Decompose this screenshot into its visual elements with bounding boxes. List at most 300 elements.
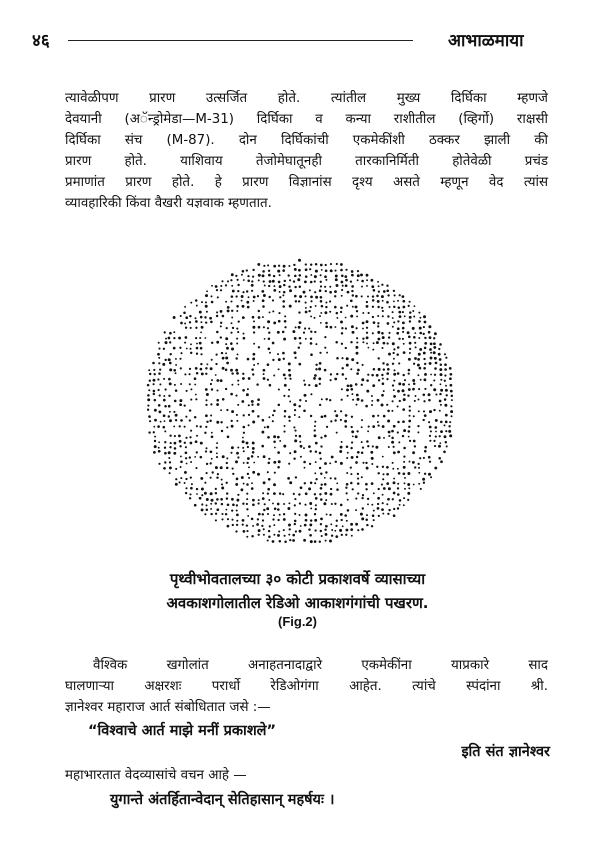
galaxy-dot bbox=[225, 357, 228, 360]
paragraph-line: व्यावहारिकी किंवा वैखरी यज्ञवाक म्हणतात. bbox=[65, 196, 272, 211]
galaxy-dot bbox=[352, 399, 354, 401]
galaxy-dot bbox=[350, 467, 352, 469]
galaxy-dot bbox=[419, 332, 422, 335]
galaxy-dot bbox=[341, 281, 344, 284]
galaxy-dot bbox=[403, 351, 406, 354]
galaxy-dot bbox=[294, 450, 297, 453]
galaxy-dot bbox=[315, 461, 317, 463]
galaxy-dot bbox=[376, 466, 378, 468]
galaxy-dot bbox=[288, 524, 291, 527]
galaxy-dot bbox=[439, 368, 442, 371]
galaxy-dot bbox=[429, 336, 432, 339]
galaxy-dot bbox=[216, 456, 218, 458]
galaxy-dot bbox=[310, 342, 313, 345]
galaxy-dot bbox=[319, 315, 321, 317]
galaxy-dot bbox=[393, 389, 395, 391]
galaxy-dot bbox=[350, 299, 353, 302]
galaxy-dot bbox=[222, 398, 225, 401]
galaxy-dot bbox=[225, 513, 227, 515]
galaxy-dot bbox=[378, 290, 380, 292]
galaxy-dot bbox=[293, 264, 295, 266]
galaxy-dot bbox=[298, 405, 300, 407]
galaxy-dot bbox=[196, 425, 198, 427]
galaxy-dot bbox=[382, 315, 384, 317]
galaxy-dot bbox=[430, 384, 432, 386]
galaxy-dot bbox=[330, 373, 332, 375]
galaxy-dot bbox=[424, 363, 426, 365]
galaxy-dot bbox=[300, 525, 302, 527]
galaxy-dot bbox=[231, 420, 233, 422]
galaxy-dot bbox=[252, 276, 254, 278]
galaxy-dot bbox=[210, 513, 212, 515]
galaxy-dot bbox=[334, 410, 336, 412]
galaxy-dot bbox=[320, 472, 322, 474]
galaxy-dot bbox=[153, 451, 156, 454]
galaxy-dot bbox=[242, 503, 244, 505]
galaxy-dot bbox=[310, 337, 312, 339]
galaxy-dot bbox=[227, 503, 230, 506]
galaxy-dot bbox=[303, 461, 306, 464]
galaxy-dot bbox=[243, 483, 245, 485]
galaxy-dot bbox=[148, 415, 151, 418]
galaxy-dot bbox=[217, 473, 219, 475]
galaxy-dot bbox=[279, 440, 281, 442]
galaxy-dot bbox=[372, 384, 375, 387]
galaxy-dot bbox=[283, 395, 285, 397]
galaxy-dot bbox=[211, 499, 214, 502]
galaxy-dot bbox=[242, 373, 244, 375]
galaxy-dot bbox=[168, 457, 170, 459]
galaxy-dot bbox=[284, 384, 287, 387]
galaxy-dot bbox=[440, 383, 442, 385]
galaxy-dot bbox=[268, 274, 271, 277]
galaxy-dot bbox=[392, 400, 394, 402]
galaxy-dot bbox=[299, 502, 301, 504]
galaxy-dot bbox=[339, 529, 342, 532]
galaxy-dot bbox=[321, 305, 324, 308]
galaxy-dot bbox=[185, 316, 188, 319]
galaxy-dot bbox=[403, 306, 406, 309]
galaxy-dot bbox=[247, 306, 250, 309]
galaxy-dot bbox=[315, 270, 318, 273]
galaxy-dot bbox=[195, 467, 197, 469]
galaxy-dot bbox=[237, 447, 239, 449]
galaxy-dot bbox=[304, 281, 307, 284]
galaxy-dot bbox=[398, 338, 400, 340]
galaxy-dot bbox=[347, 452, 349, 454]
galaxy-dot bbox=[321, 415, 324, 418]
galaxy-dot bbox=[445, 441, 447, 443]
galaxy-dot bbox=[199, 311, 202, 314]
galaxy-dot bbox=[237, 290, 239, 292]
galaxy-dot bbox=[372, 299, 375, 302]
galaxy-dot bbox=[372, 514, 375, 517]
galaxy-dot bbox=[227, 436, 230, 439]
galaxy-dot bbox=[247, 446, 249, 448]
galaxy-dot bbox=[382, 456, 384, 458]
galaxy-dot bbox=[429, 426, 432, 429]
galaxy-dot bbox=[430, 352, 432, 354]
galaxy-dot bbox=[303, 291, 306, 294]
galaxy-dot bbox=[288, 374, 291, 377]
galaxy-dot bbox=[289, 401, 291, 403]
galaxy-dot bbox=[230, 279, 232, 281]
galaxy-dot bbox=[334, 326, 336, 328]
galaxy-dot bbox=[424, 337, 426, 339]
galaxy-dot bbox=[324, 286, 326, 288]
galaxy-dot bbox=[278, 320, 281, 323]
galaxy-dot bbox=[308, 445, 311, 448]
galaxy-dot bbox=[304, 467, 306, 469]
galaxy-dot bbox=[378, 379, 380, 381]
galaxy-dot bbox=[373, 510, 375, 512]
galaxy-dot bbox=[445, 414, 448, 417]
galaxy-dot bbox=[381, 484, 383, 486]
galaxy-dot bbox=[163, 378, 165, 380]
galaxy-dot bbox=[200, 368, 203, 371]
galaxy-dot bbox=[387, 420, 390, 423]
galaxy-dot bbox=[314, 280, 316, 282]
galaxy-dot bbox=[378, 488, 380, 490]
galaxy-dot bbox=[420, 488, 422, 490]
galaxy-dot bbox=[153, 426, 155, 428]
galaxy-dot bbox=[413, 383, 416, 386]
galaxy-dot bbox=[309, 450, 311, 452]
galaxy-dot bbox=[341, 357, 343, 359]
galaxy-dot bbox=[284, 535, 286, 537]
galaxy-dot bbox=[263, 377, 266, 380]
galaxy-dot bbox=[169, 368, 172, 371]
galaxy-dot bbox=[428, 456, 431, 459]
galaxy-dot bbox=[196, 343, 198, 345]
galaxy-dot bbox=[288, 286, 290, 288]
galaxy-dot bbox=[252, 421, 255, 424]
galaxy-dot bbox=[444, 380, 446, 382]
galaxy-dot bbox=[278, 368, 280, 370]
galaxy-dot bbox=[157, 353, 160, 356]
galaxy-dot bbox=[300, 456, 302, 458]
galaxy-dot bbox=[319, 541, 321, 543]
galaxy-dot bbox=[357, 478, 359, 480]
galaxy-dot bbox=[346, 483, 349, 486]
galaxy-dot bbox=[298, 416, 300, 418]
galaxy-dot bbox=[346, 492, 348, 494]
paragraph-line: दिर्घिका संच (M-87). दोन दिर्घिकांची एकमेकींशी ठक्कर झाली की bbox=[65, 133, 548, 148]
galaxy-dot bbox=[439, 393, 441, 395]
galaxy-dot bbox=[216, 452, 218, 454]
galaxy-dot bbox=[190, 352, 192, 354]
galaxy-dot bbox=[211, 359, 213, 361]
galaxy-dot bbox=[284, 425, 286, 427]
galaxy-dot bbox=[227, 518, 229, 520]
galaxy-dot bbox=[388, 487, 391, 490]
galaxy-dot bbox=[194, 504, 197, 507]
galaxy-dot bbox=[324, 492, 327, 495]
galaxy-dot bbox=[288, 416, 291, 419]
galaxy-dot bbox=[226, 457, 228, 459]
galaxy-dot bbox=[277, 451, 280, 454]
galaxy-dot bbox=[335, 414, 338, 417]
galaxy-dot bbox=[335, 341, 338, 344]
galaxy-dot bbox=[252, 471, 255, 474]
galaxy-dot bbox=[221, 430, 223, 432]
galaxy-dot bbox=[366, 390, 369, 393]
galaxy-dot bbox=[402, 322, 405, 325]
galaxy-dot bbox=[240, 488, 243, 491]
galaxy-dot bbox=[236, 338, 238, 340]
galaxy-dot bbox=[195, 327, 197, 329]
galaxy-dot bbox=[350, 482, 353, 485]
galaxy-dot bbox=[178, 337, 181, 340]
galaxy-dot bbox=[346, 357, 349, 360]
galaxy-dot bbox=[335, 461, 337, 463]
galaxy-dot bbox=[163, 426, 166, 429]
galaxy-dot bbox=[284, 540, 287, 543]
galaxy-dot bbox=[200, 477, 203, 480]
galaxy-dot bbox=[195, 299, 198, 302]
galaxy-dot bbox=[439, 410, 441, 412]
galaxy-dot bbox=[169, 419, 172, 422]
galaxy-dot bbox=[373, 289, 376, 292]
galaxy-dot bbox=[158, 389, 160, 391]
galaxy-dot bbox=[221, 503, 223, 505]
galaxy-dot bbox=[267, 426, 270, 429]
galaxy-dot bbox=[273, 285, 275, 287]
galaxy-dot bbox=[216, 508, 219, 511]
galaxy-dot bbox=[351, 290, 353, 292]
galaxy-dot bbox=[376, 295, 379, 298]
galaxy-dot bbox=[398, 362, 400, 364]
galaxy-dot bbox=[357, 270, 359, 272]
galaxy-dot bbox=[388, 336, 390, 338]
galaxy-dot bbox=[433, 346, 436, 349]
galaxy-dot bbox=[169, 446, 171, 448]
galaxy-dot bbox=[356, 404, 358, 406]
galaxy-dot bbox=[189, 497, 191, 499]
galaxy-dot bbox=[269, 311, 271, 313]
galaxy-dot bbox=[268, 530, 270, 532]
galaxy-dot bbox=[252, 503, 255, 506]
galaxy-dot bbox=[227, 280, 229, 282]
galaxy-dot bbox=[434, 426, 437, 429]
galaxy-dot bbox=[377, 300, 380, 303]
galaxy-dot bbox=[319, 404, 321, 406]
galaxy-dot bbox=[361, 497, 363, 499]
galaxy-dot bbox=[210, 383, 212, 385]
galaxy-dot bbox=[341, 534, 343, 536]
galaxy-dot bbox=[331, 456, 334, 459]
galaxy-dot bbox=[251, 280, 253, 282]
galaxy-dot bbox=[361, 295, 363, 297]
galaxy-dot bbox=[160, 421, 162, 423]
galaxy-dot bbox=[294, 409, 296, 411]
galaxy-dot bbox=[242, 270, 245, 273]
galaxy-dot bbox=[357, 451, 360, 454]
galaxy-dot bbox=[324, 336, 326, 338]
galaxy-dot bbox=[342, 525, 344, 527]
galaxy-dot bbox=[378, 515, 380, 517]
galaxy-dot bbox=[320, 312, 322, 314]
galaxy-dot bbox=[232, 503, 235, 506]
galaxy-dot bbox=[237, 284, 239, 286]
galaxy-dot bbox=[169, 411, 171, 413]
galaxy-dot bbox=[272, 414, 274, 416]
galaxy-dot bbox=[292, 330, 295, 333]
galaxy-dot bbox=[345, 529, 348, 532]
galaxy-dot bbox=[215, 363, 217, 365]
galaxy-dot bbox=[147, 398, 150, 401]
galaxy-dot bbox=[387, 368, 390, 371]
galaxy-dot bbox=[372, 425, 375, 428]
galaxy-dot bbox=[440, 364, 442, 366]
galaxy-dot bbox=[241, 274, 243, 276]
galaxy-dot bbox=[424, 347, 427, 350]
galaxy-dot bbox=[315, 305, 317, 307]
galaxy-dot bbox=[173, 425, 175, 427]
galaxy-dot bbox=[402, 408, 405, 411]
galaxy-dot bbox=[392, 384, 394, 386]
galaxy-dot bbox=[345, 378, 347, 380]
galaxy-dot bbox=[216, 498, 219, 501]
galaxy-dot bbox=[377, 497, 380, 500]
galaxy-dot bbox=[200, 347, 203, 350]
galaxy-dot bbox=[340, 504, 343, 507]
galaxy-dot bbox=[450, 373, 453, 376]
galaxy-dot bbox=[305, 514, 308, 517]
galaxy-dot bbox=[355, 498, 357, 500]
galaxy-dot bbox=[268, 458, 270, 460]
galaxy-dot bbox=[173, 369, 176, 372]
galaxy-dot bbox=[440, 430, 443, 433]
galaxy-dot bbox=[220, 289, 222, 291]
galaxy-dot bbox=[393, 348, 395, 350]
galaxy-dot bbox=[268, 416, 270, 418]
galaxy-dot bbox=[252, 326, 255, 329]
galaxy-dot bbox=[235, 530, 237, 532]
galaxy-dot bbox=[435, 393, 437, 395]
galaxy-dot bbox=[220, 421, 222, 423]
galaxy-dot bbox=[325, 264, 327, 266]
galaxy-dot bbox=[205, 504, 207, 506]
galaxy-dot bbox=[409, 320, 411, 322]
galaxy-dot bbox=[180, 322, 183, 325]
galaxy-dot bbox=[211, 379, 213, 381]
galaxy-dot bbox=[158, 362, 160, 364]
galaxy-dot bbox=[320, 498, 323, 501]
galaxy-dot bbox=[180, 466, 182, 468]
galaxy-dot bbox=[221, 479, 223, 481]
galaxy-dot bbox=[246, 269, 248, 271]
galaxy-dot bbox=[256, 523, 259, 526]
galaxy-dot bbox=[407, 499, 409, 501]
galaxy-dot bbox=[226, 497, 228, 499]
galaxy-dot bbox=[423, 333, 425, 335]
galaxy-dot bbox=[377, 472, 379, 474]
galaxy-dot bbox=[215, 285, 218, 288]
galaxy-dot bbox=[189, 373, 191, 375]
galaxy-dot bbox=[377, 306, 379, 308]
galaxy-dot bbox=[310, 507, 312, 509]
galaxy-dot bbox=[258, 310, 260, 312]
body-paragraph-2 bbox=[65, 655, 548, 718]
galaxy-dot bbox=[165, 359, 167, 361]
galaxy-dot bbox=[273, 321, 276, 324]
galaxy-dot bbox=[356, 337, 358, 339]
galaxy-dot bbox=[372, 316, 374, 318]
galaxy-dot bbox=[227, 306, 230, 309]
galaxy-dot bbox=[277, 331, 280, 334]
galaxy-dot bbox=[319, 352, 321, 354]
galaxy-dot bbox=[377, 322, 379, 324]
galaxy-dot bbox=[372, 445, 374, 447]
galaxy-dot bbox=[257, 518, 259, 520]
galaxy-dot bbox=[216, 331, 219, 334]
galaxy-dot bbox=[433, 409, 435, 411]
galaxy-dot bbox=[320, 530, 322, 532]
galaxy-dot bbox=[310, 296, 313, 299]
galaxy-dot bbox=[412, 451, 415, 454]
galaxy-dot bbox=[434, 357, 437, 360]
galaxy-dot bbox=[263, 326, 265, 328]
galaxy-dot bbox=[366, 327, 368, 329]
galaxy-dot bbox=[392, 326, 394, 328]
galaxy-dot bbox=[393, 478, 395, 480]
galaxy-dot bbox=[450, 384, 453, 387]
galaxy-dot bbox=[236, 372, 239, 375]
galaxy-dot bbox=[393, 481, 396, 484]
galaxy-dot bbox=[211, 388, 213, 390]
galaxy-dot bbox=[201, 503, 203, 505]
galaxy-dot bbox=[225, 352, 227, 354]
galaxy-dot bbox=[377, 415, 379, 417]
galaxy-dot bbox=[433, 351, 436, 354]
galaxy-dot bbox=[419, 457, 421, 459]
galaxy-dot bbox=[409, 352, 411, 354]
galaxy-dot bbox=[282, 331, 285, 334]
galaxy-dot bbox=[399, 504, 401, 506]
galaxy-dot bbox=[433, 337, 435, 339]
galaxy-dot bbox=[403, 398, 406, 401]
galaxy-dot bbox=[190, 476, 192, 478]
galaxy-dot bbox=[417, 364, 420, 367]
galaxy-dot bbox=[185, 457, 187, 459]
galaxy-dot bbox=[330, 326, 333, 329]
galaxy-dot bbox=[417, 431, 419, 433]
galaxy-dot bbox=[273, 461, 276, 464]
galaxy-dot bbox=[163, 395, 165, 397]
galaxy-dot bbox=[262, 270, 265, 273]
galaxy-dot bbox=[433, 388, 436, 391]
galaxy-dot bbox=[408, 335, 411, 338]
galaxy-dot bbox=[399, 499, 402, 502]
galaxy-dot bbox=[277, 519, 279, 521]
galaxy-dot bbox=[347, 499, 349, 501]
galaxy-dot bbox=[225, 301, 227, 303]
galaxy-dot bbox=[272, 342, 275, 345]
galaxy-dot bbox=[263, 294, 266, 297]
galaxy-dot bbox=[319, 362, 322, 365]
galaxy-dot bbox=[294, 513, 296, 515]
galaxy-dot bbox=[413, 316, 415, 318]
galaxy-dot bbox=[403, 461, 405, 463]
galaxy-dot bbox=[382, 300, 384, 302]
galaxy-dot bbox=[440, 421, 443, 424]
galaxy-dot bbox=[413, 440, 416, 443]
galaxy-dot bbox=[299, 514, 301, 516]
galaxy-dot bbox=[184, 426, 186, 428]
galaxy-dot bbox=[336, 317, 338, 319]
galaxy-dot bbox=[226, 426, 228, 428]
